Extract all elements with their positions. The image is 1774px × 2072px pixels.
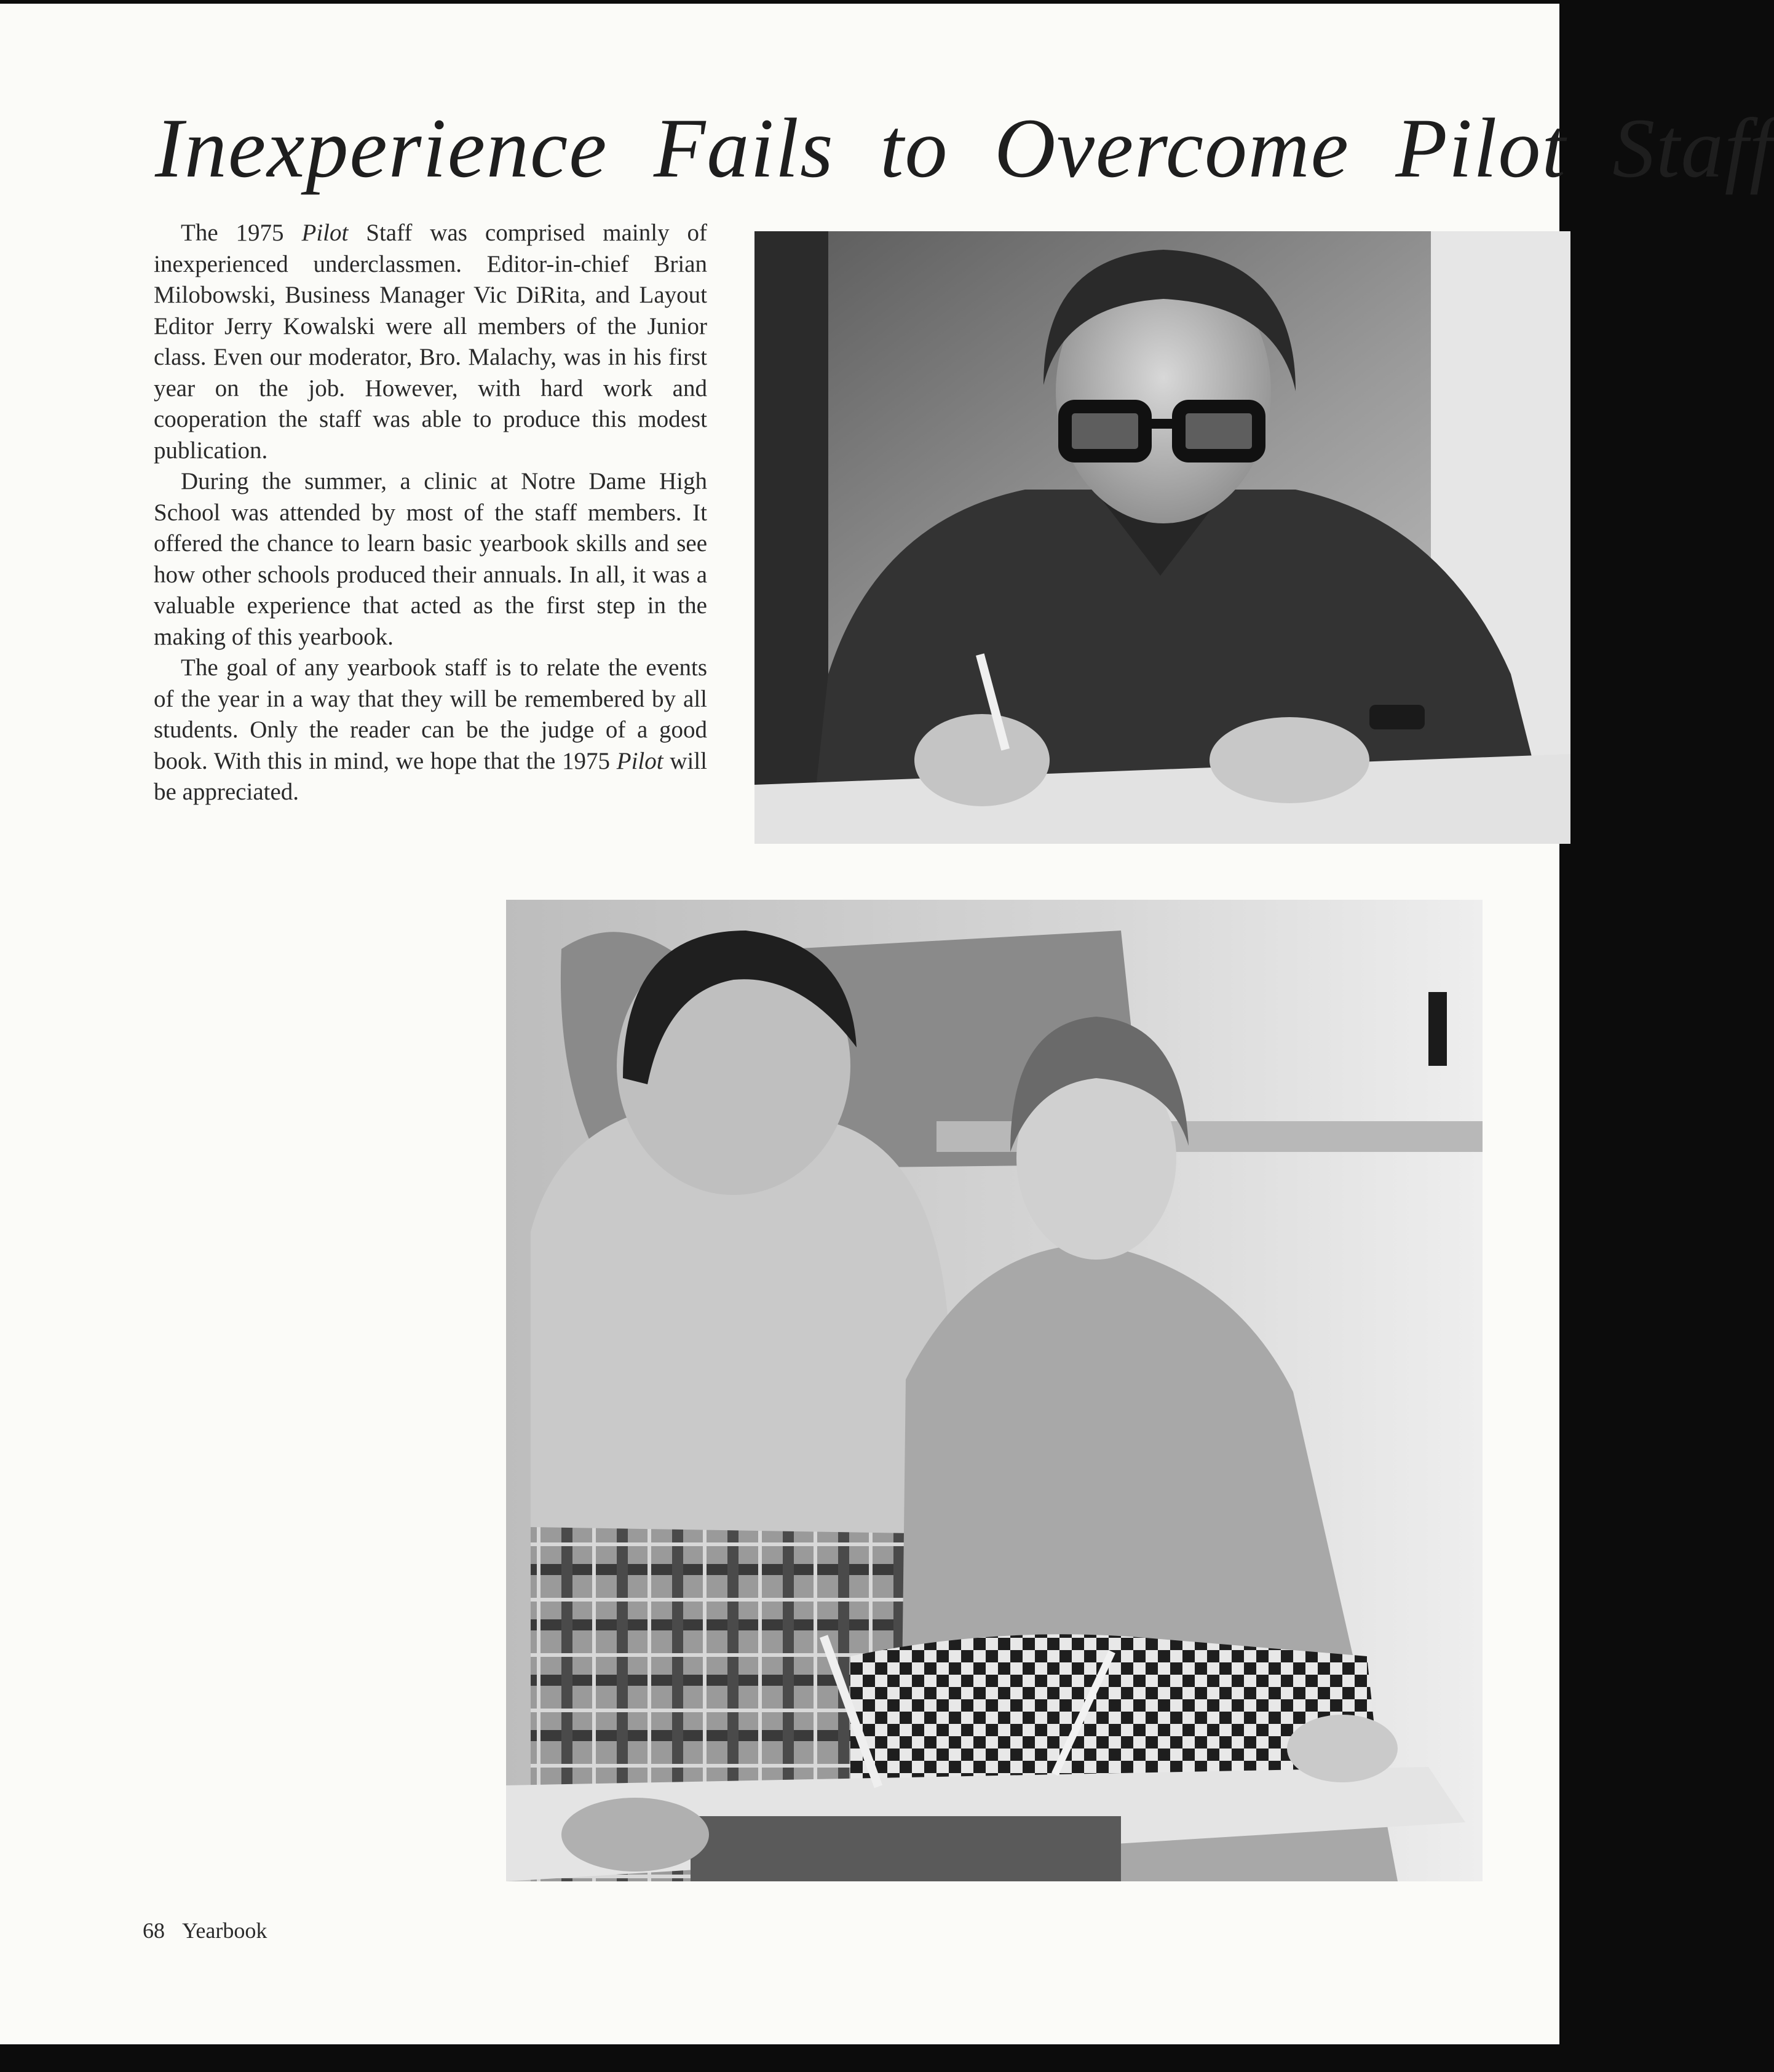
- p1-text-b: Staff was comprised mainly of inexperienced underclassmen. Editor-in-chief Brian Milobowski, Business Manager Vic DiRita, and Layout Editor Jerry Kowalski were all members of the Junior class. Even our moderator, Bro. Malachy, was in his first year on the job. However, with hard work and cooperation the staff was able to produce this modest publication.: [154, 220, 707, 464]
- photo-two-students-layout-image: [506, 900, 1483, 1881]
- page-folio: [143, 1918, 267, 1943]
- p3-text-italic: Pilot: [616, 747, 663, 774]
- paragraph-2: [154, 466, 707, 653]
- p1-text-italic: Pilot: [301, 220, 349, 246]
- p3-text-b: will be appreciated.: [154, 747, 708, 805]
- section-name: Yearbook: [182, 1918, 267, 1943]
- page-number: 68: [143, 1918, 165, 1943]
- yearbook-page: [0, 4, 1774, 2044]
- p1-text-a: The 1975: [181, 220, 302, 246]
- photo-student-writing-image: [754, 231, 1570, 844]
- photo-two-students-layout: [506, 900, 1483, 1881]
- p3-text-a: The goal of any yearbook staff is to relate the events of the year in a way that they will be remembered by all students. Only the reader can be the judge of a good book. With this in mind, we hope that the 1975: [154, 654, 707, 774]
- paragraph-3: [154, 653, 707, 808]
- page-title: Inexperience Fails to Overcome Pilot Staff: [155, 101, 1774, 195]
- article-body: [154, 218, 707, 808]
- photo-student-writing: [754, 231, 1570, 844]
- p2-text: During the summer, a clinic at Notre Dame High School was attended by most of the staff members. It offered the chance to learn basic yearbook skills and see how other schools produced their annuals. In all, it was a valuable experience that acted as the first step in the making of this yearbook.: [154, 468, 707, 650]
- paragraph-1: [154, 218, 707, 466]
